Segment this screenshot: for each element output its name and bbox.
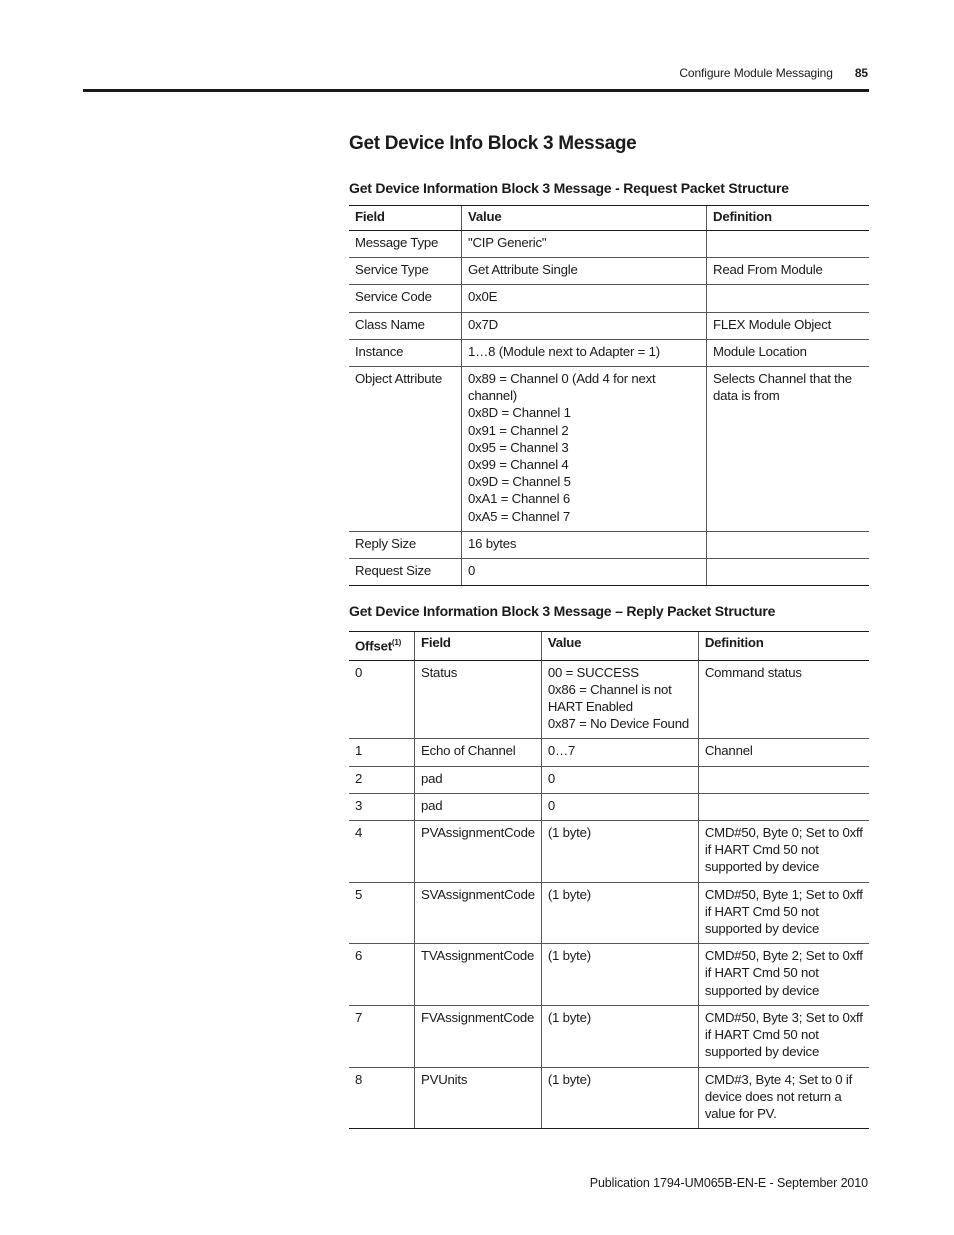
field-cell: Service Type	[349, 258, 462, 285]
reply-col-value: Value	[541, 632, 698, 660]
definition-cell	[698, 660, 869, 739]
value-cell	[541, 739, 698, 766]
value-cell	[462, 258, 707, 285]
value-cell-line: 0x89 = Channel 0 (Add 4 for next channel)	[468, 371, 656, 404]
definition-cell	[698, 739, 869, 766]
value-cell-line: 0x86 = Channel is not	[547, 681, 672, 697]
field-cell: PVUnits	[415, 1067, 542, 1129]
value-cell-line: 0x8D = Channel 1	[468, 405, 571, 421]
section-title: Configure Module Messaging	[679, 66, 833, 80]
offset-cell: 5	[349, 882, 415, 944]
value-cell-line: 0xA5 = Channel 7	[468, 508, 571, 524]
reply-table-title: Get Device Information Block 3 Message – Reply Packet Structure	[349, 603, 776, 620]
table-row	[349, 339, 869, 366]
request-col-field: Field	[349, 206, 462, 231]
value-cell	[541, 793, 698, 820]
definition-cell-line: Read From Module	[713, 262, 823, 278]
definition-cell-line: value for PV.	[704, 1105, 777, 1121]
value-cell-line: (1 byte)	[547, 1071, 591, 1087]
value-cell-line: 0x9D = Channel 5	[468, 474, 571, 490]
request-table-body	[349, 231, 869, 586]
definition-cell	[698, 821, 869, 883]
table-row	[349, 766, 869, 793]
field-cell: PVAssignmentCode	[415, 821, 542, 883]
reply-col-field: Field	[415, 632, 542, 660]
definition-cell-line: if HART Cmd 50 not	[704, 842, 819, 858]
definition-cell-line: supported by device	[704, 859, 820, 875]
definition-cell-line: CMD#50, Byte 1; Set to 0xff	[704, 886, 863, 902]
field-cell: pad	[415, 793, 542, 820]
table-row	[349, 285, 869, 312]
offset-cell: 7	[349, 1005, 415, 1067]
value-cell	[541, 821, 698, 883]
reply-table-body	[349, 660, 869, 1128]
field-cell: SVAssignmentCode	[415, 882, 542, 944]
value-cell-line: 0xA1 = Channel 6	[468, 491, 571, 507]
field-cell: Message Type	[349, 231, 462, 258]
page-header	[0, 66, 868, 80]
definition-cell	[698, 793, 869, 820]
offset-cell: 8	[349, 1067, 415, 1129]
value-cell	[541, 660, 698, 739]
value-cell-line: 16 bytes	[468, 535, 517, 551]
section-heading: Get Device Info Block 3 Message	[349, 133, 637, 154]
value-cell-line: Get Attribute Single	[468, 262, 578, 278]
definition-cell	[698, 1067, 869, 1129]
offset-cell: 0	[349, 660, 415, 739]
value-cell-line: 00 = SUCCESS	[547, 664, 639, 680]
table-row	[349, 1005, 869, 1067]
definition-cell-line: device does not return a	[704, 1088, 842, 1104]
definition-cell	[707, 367, 870, 532]
table-row	[349, 367, 869, 532]
value-cell-line: 0	[547, 770, 555, 786]
value-cell-line: (1 byte)	[547, 886, 591, 902]
definition-cell-line: Channel	[704, 743, 753, 759]
definition-cell-line: Selects Channel that the	[713, 371, 852, 387]
value-cell-line: 0x87 = No Device Found	[547, 716, 689, 732]
definition-cell	[698, 766, 869, 793]
definition-cell-line: supported by device	[704, 921, 820, 937]
field-cell: TVAssignmentCode	[415, 944, 542, 1006]
value-cell	[541, 1067, 698, 1129]
definition-cell-line: CMD#50, Byte 0; Set to 0xff	[704, 825, 863, 841]
definition-cell	[707, 312, 870, 339]
value-cell-line: 0x91 = Channel 2	[468, 422, 569, 438]
value-cell	[462, 312, 707, 339]
reply-table-header-row	[349, 632, 869, 660]
table-row	[349, 660, 869, 739]
value-cell	[462, 531, 707, 558]
definition-cell	[707, 531, 870, 558]
value-cell	[462, 339, 707, 366]
definition-cell-line: CMD#50, Byte 2; Set to 0xff	[704, 948, 863, 964]
request-table	[349, 205, 869, 586]
definition-cell-line: data is from	[713, 388, 780, 404]
table-row	[349, 821, 869, 883]
field-cell: Reply Size	[349, 531, 462, 558]
table-row	[349, 231, 869, 258]
value-cell-line: 0	[547, 797, 555, 813]
field-cell: Service Code	[349, 285, 462, 312]
value-cell	[541, 1005, 698, 1067]
value-cell-line: (1 byte)	[547, 948, 591, 964]
field-cell: Echo of Channel	[415, 739, 542, 766]
value-cell	[541, 766, 698, 793]
definition-cell-line: if HART Cmd 50 not	[704, 1027, 819, 1043]
definition-cell	[698, 882, 869, 944]
definition-cell-line: FLEX Module Object	[713, 316, 832, 332]
offset-footnote-marker: (1)	[391, 638, 402, 648]
field-cell: Instance	[349, 339, 462, 366]
table-row	[349, 312, 869, 339]
reply-col-definition: Definition	[698, 632, 869, 660]
offset-cell: 6	[349, 944, 415, 1006]
definition-cell-line: supported by device	[704, 982, 820, 998]
field-cell: Request Size	[349, 559, 462, 586]
definition-cell-line: Module Location	[713, 343, 807, 359]
definition-cell-line: if HART Cmd 50 not	[704, 903, 819, 919]
request-col-definition: Definition	[707, 206, 870, 231]
table-row	[349, 559, 869, 586]
offset-cell: 1	[349, 739, 415, 766]
field-cell: Status	[415, 660, 542, 739]
value-cell-line: 0…7	[547, 743, 576, 759]
value-cell-line: 0	[468, 563, 476, 579]
reply-col-offset	[349, 632, 415, 660]
definition-cell-line: CMD#3, Byte 4; Set to 0 if	[704, 1071, 853, 1087]
value-cell-line: 0x95 = Channel 3	[468, 439, 569, 455]
definition-cell-line: supported by device	[704, 1044, 820, 1060]
value-cell	[462, 231, 707, 258]
value-cell-line: "CIP Generic"	[468, 235, 547, 250]
definition-cell	[707, 285, 870, 312]
header-rule	[83, 89, 869, 92]
table-row	[349, 1067, 869, 1129]
value-cell-line: 1…8 (Module next to Adapter = 1)	[468, 343, 660, 359]
field-cell: Class Name	[349, 312, 462, 339]
definition-cell	[707, 339, 870, 366]
offset-cell: 4	[349, 821, 415, 883]
value-cell-line: HART Enabled	[547, 699, 633, 715]
offset-cell: 3	[349, 793, 415, 820]
field-cell: pad	[415, 766, 542, 793]
table-row	[349, 531, 869, 558]
definition-cell	[707, 559, 870, 586]
main-content	[349, 133, 869, 1129]
value-cell	[541, 882, 698, 944]
field-cell: Object Attribute	[349, 367, 462, 532]
definition-cell	[707, 258, 870, 285]
request-table-header-row	[349, 206, 869, 231]
value-cell-line: (1 byte)	[547, 825, 591, 841]
table-row	[349, 944, 869, 1006]
request-table-title: Get Device Information Block 3 Message - Request Packet Structure	[349, 180, 789, 196]
definition-cell-line: if HART Cmd 50 not	[704, 965, 819, 981]
table-row	[349, 793, 869, 820]
value-cell	[462, 285, 707, 312]
definition-cell	[707, 231, 870, 258]
table-row	[349, 882, 869, 944]
request-col-value: Value	[462, 206, 707, 231]
page-number: 85	[854, 66, 868, 80]
value-cell	[541, 944, 698, 1006]
definition-cell	[698, 1005, 869, 1067]
value-cell-line: 0x0E	[468, 289, 498, 305]
reply-col-offset-label: Offset	[355, 638, 392, 654]
value-cell-line: (1 byte)	[547, 1009, 591, 1025]
definition-cell-line: CMD#50, Byte 3; Set to 0xff	[704, 1009, 863, 1025]
page-footer: Publication 1794-UM065B-EN-E - September 2010	[589, 1176, 868, 1190]
value-cell	[462, 559, 707, 586]
value-cell-line: 0x99 = Channel 4	[468, 457, 569, 473]
definition-cell	[698, 944, 869, 1006]
definition-cell-line: Command status	[704, 664, 802, 680]
table-row	[349, 258, 869, 285]
value-cell-line: 0x7D	[468, 316, 498, 332]
offset-cell: 2	[349, 766, 415, 793]
reply-table	[349, 631, 869, 1129]
table-row	[349, 739, 869, 766]
value-cell	[462, 367, 707, 532]
field-cell: FVAssignmentCode	[415, 1005, 542, 1067]
